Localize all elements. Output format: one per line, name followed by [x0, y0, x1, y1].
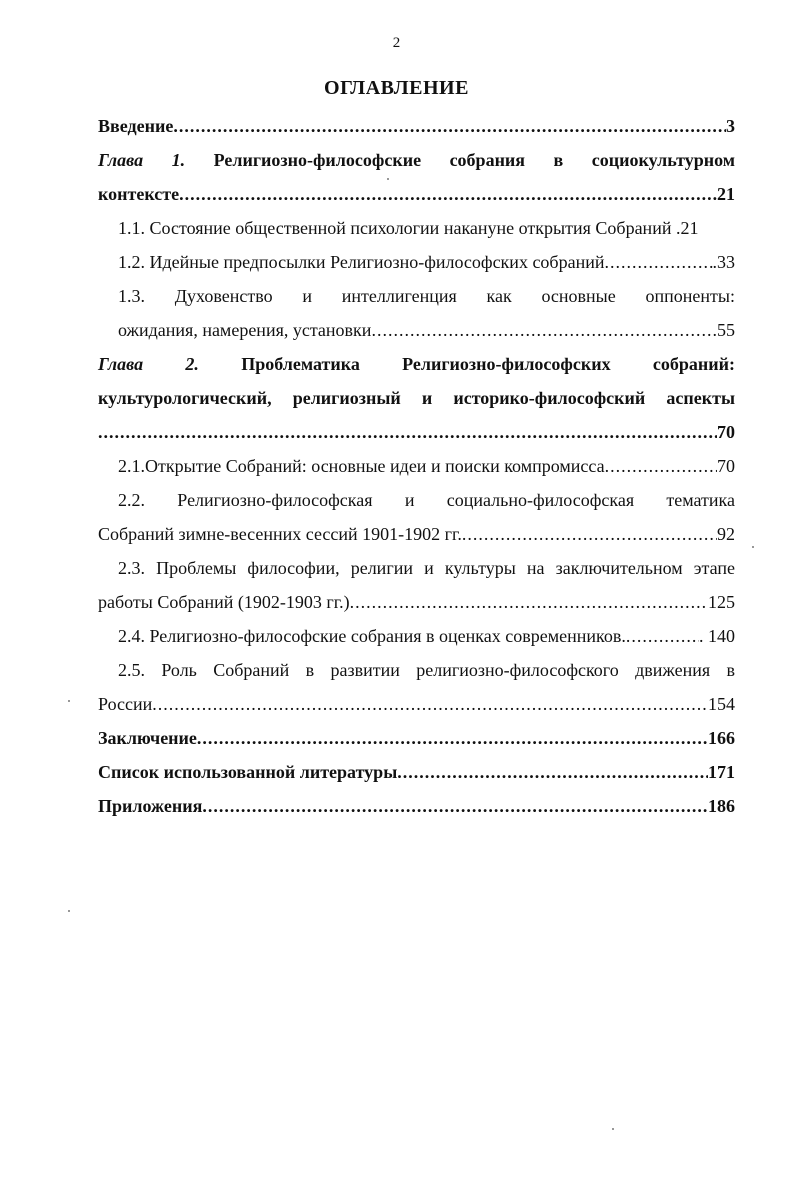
dot-leader: [605, 449, 717, 483]
toc-entry-intro[interactable]: [98, 109, 735, 143]
toc-page-number: 70: [717, 422, 735, 442]
scan-speck: [68, 700, 70, 702]
dot-leader: [397, 755, 708, 789]
chapter-title: Проблематика Религиозно-философских собраний:: [241, 354, 736, 374]
toc-section-1-1[interactable]: [98, 211, 735, 245]
scan-speck: [752, 546, 754, 548]
chapter-title-continuation: контексте: [98, 184, 180, 204]
toc-chapter-2-continuation[interactable]: [98, 381, 735, 415]
dot-leader: [197, 721, 708, 755]
dot-leader: [152, 687, 708, 721]
toc-section-2-1[interactable]: [98, 449, 735, 483]
dot-leader: [604, 245, 712, 279]
scan-speck: [68, 910, 70, 912]
toc-page-number: .33: [712, 252, 735, 272]
toc-page-number: 125: [708, 592, 735, 612]
dot-leader: [462, 517, 717, 551]
toc-entry-text: 1.3. Духовенство и интеллигенция как основные оппоненты:: [118, 286, 735, 306]
toc-page-number: 154: [708, 694, 735, 714]
toc-entry-text: Собраний зимне-весенних сессий 1901-1902 гг.: [98, 524, 462, 544]
toc-entry-text: ожидания, намерения, установки: [118, 320, 372, 340]
toc-page-number: 70: [717, 456, 735, 476]
toc-page-number: 186: [708, 796, 735, 816]
toc-entry-bibliography[interactable]: [98, 755, 735, 789]
toc-section-2-5-continuation[interactable]: [98, 687, 735, 721]
chapter-number: 1.: [171, 150, 186, 170]
toc-page-number: 55: [717, 320, 735, 340]
toc-entry-text: Введение: [98, 116, 174, 136]
toc-page-number: 171: [708, 762, 735, 782]
chapter-label: Глава: [98, 354, 144, 374]
toc-section-2-5[interactable]: [98, 653, 735, 687]
toc-section-2-3[interactable]: [98, 551, 735, 585]
toc-chapter-2-heading[interactable]: [98, 347, 735, 381]
dot-leader: [626, 619, 699, 653]
toc-entry-text: работы Собраний (1902-1903 гг.): [98, 592, 350, 612]
scan-speck: [612, 1128, 614, 1130]
toc-section-1-3-continuation[interactable]: [98, 313, 735, 347]
toc-section-2-4[interactable]: [98, 619, 735, 653]
toc-entry-text: 2.3. Проблемы философии, религии и культуры на заключительном этапе: [118, 558, 735, 578]
table-of-contents: [98, 109, 735, 823]
toc-entry-text: 1.1. Состояние общественной психологии накануне открытия Собраний .21: [118, 218, 699, 238]
dot-leader: [350, 585, 708, 619]
dot-leader: [371, 313, 717, 347]
dot-leader: [98, 415, 717, 449]
toc-entry-text: Заключение: [98, 728, 197, 748]
dot-leader: [179, 177, 717, 211]
toc-entry-text: 1.2. Идейные предпосылки Религиозно-философских собраний: [118, 252, 605, 272]
toc-entry-text: 2.2. Религиозно-философская и социально-философская тематика: [118, 490, 735, 510]
chapter-label: Глава: [98, 150, 144, 170]
toc-page-number: 92: [717, 524, 735, 544]
toc-page-number: 3: [726, 116, 735, 136]
toc-section-1-2[interactable]: [98, 245, 735, 279]
toc-page-number: . 140: [699, 626, 735, 646]
toc-entry-text: России: [98, 694, 153, 714]
toc-section-2-2-continuation[interactable]: [98, 517, 735, 551]
scan-speck: [387, 178, 389, 180]
toc-section-1-3[interactable]: [98, 279, 735, 313]
toc-chapter-1-heading[interactable]: [98, 143, 735, 177]
chapter-title-continuation: культурологический, религиозный и историко-философский аспекты: [98, 388, 735, 408]
toc-chapter-2-page-line[interactable]: [98, 415, 735, 449]
page-title: ОГЛАВЛЕНИЕ: [324, 77, 469, 99]
toc-entry-text: 2.4. Религиозно-философские собрания в оценках современников.: [118, 626, 626, 646]
toc-page-number: 166: [708, 728, 735, 748]
toc-entry-text: Приложения: [98, 796, 203, 816]
toc-entry-conclusion[interactable]: [98, 721, 735, 755]
dot-leader: [202, 789, 708, 823]
chapter-number: 2.: [185, 354, 199, 374]
toc-entry-text: Список использованной литературы: [98, 762, 398, 782]
page-number: 2: [392, 35, 401, 51]
toc-page-number: 21: [717, 184, 735, 204]
toc-entry-text: 2.5. Роль Собраний в развитии религиозно-философского движения в: [118, 660, 735, 680]
chapter-title: Религиозно-философские собрания в социокультурном: [213, 150, 736, 170]
toc-section-2-3-continuation[interactable]: [98, 585, 735, 619]
toc-entry-text: 2.1.Открытие Собраний: основные идеи и поиски компромисса: [118, 456, 605, 476]
toc-entry-appendix[interactable]: [98, 789, 735, 823]
dot-leader: [173, 109, 726, 143]
toc-section-2-2[interactable]: [98, 483, 735, 517]
toc-chapter-1-continuation[interactable]: [98, 177, 735, 211]
